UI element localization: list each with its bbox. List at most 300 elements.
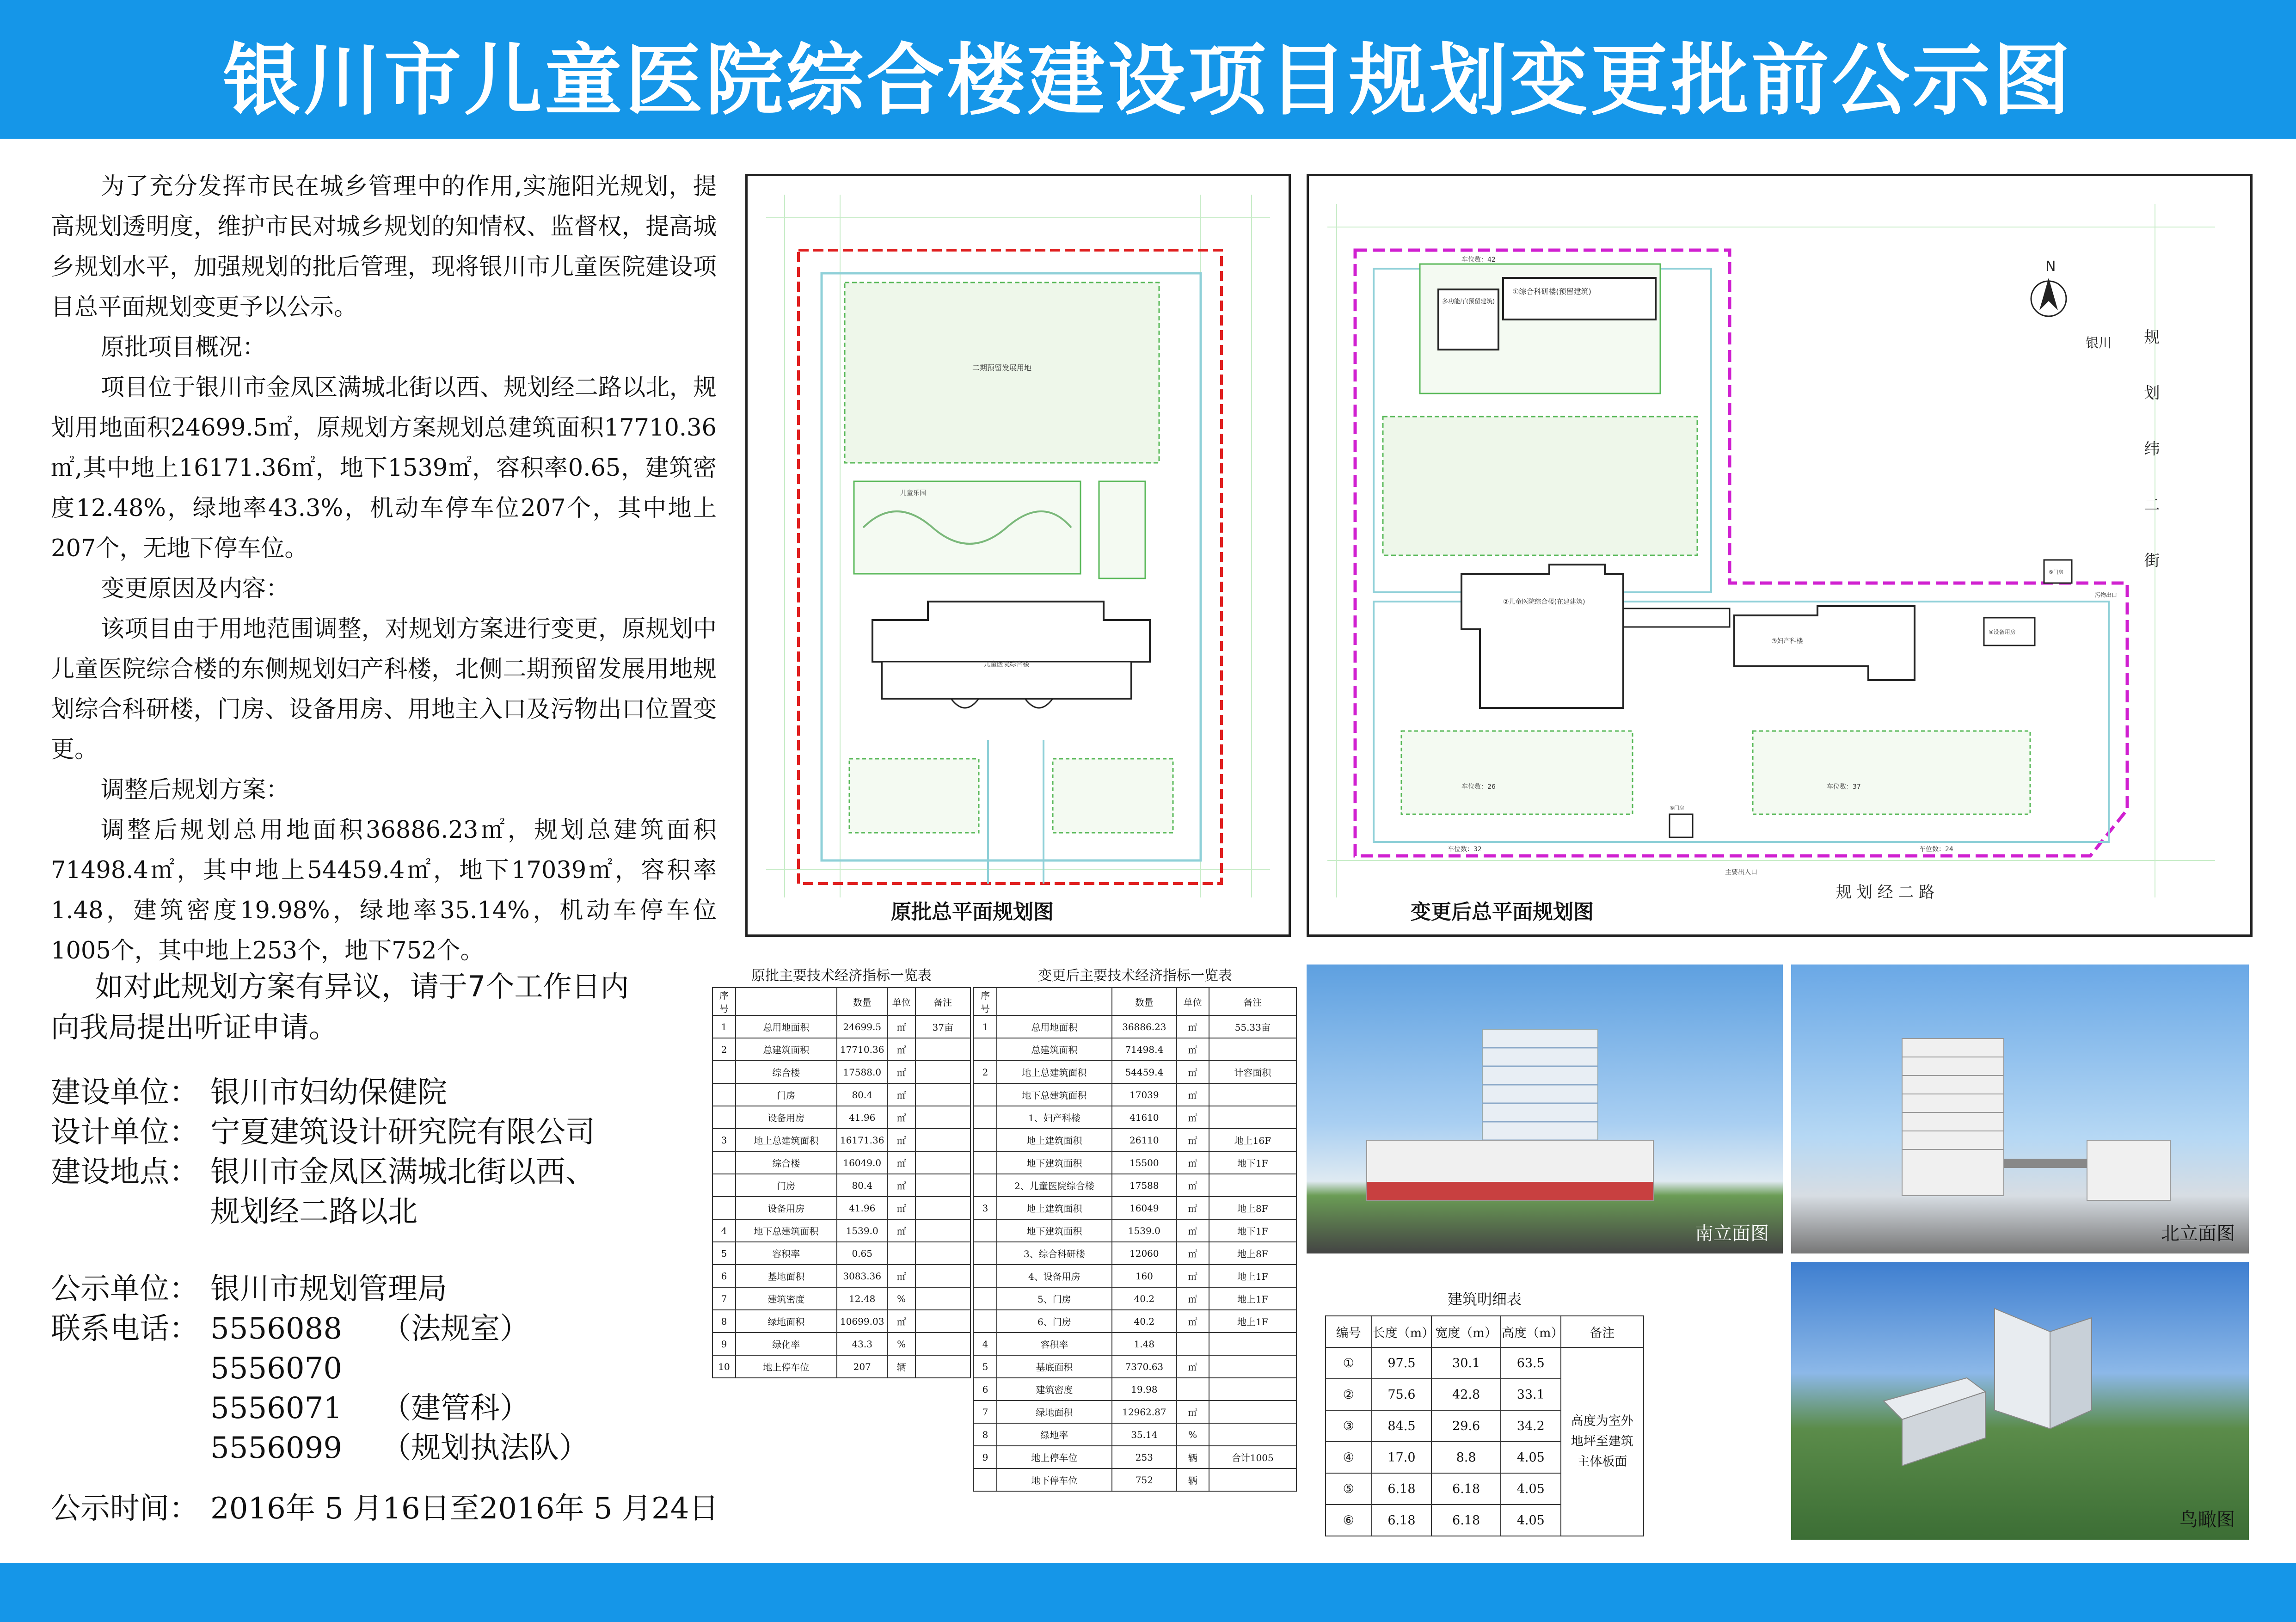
table-cell: 37亩: [915, 1015, 971, 1038]
building-render: [1791, 965, 2249, 1253]
table-cell: 地上1F: [1209, 1265, 1296, 1287]
table-row: [974, 1129, 1296, 1151]
table-cell: 36886.23: [1112, 1015, 1177, 1038]
table-cell: [1209, 1401, 1296, 1423]
table-new-indicators: [973, 987, 1297, 1492]
table-cell: [915, 1219, 971, 1242]
table-cell: ㎡: [1177, 1083, 1209, 1106]
table-cell: ㎡: [888, 1038, 915, 1061]
table-row: [974, 1106, 1296, 1129]
table-cell: 8: [974, 1423, 997, 1446]
table-row: [712, 1061, 970, 1083]
road-south-label: 规 划 经 二 路: [1836, 883, 1935, 902]
table-cell: ㎡: [1177, 1129, 1209, 1151]
original-plan-drawing: [748, 176, 1289, 934]
table-cell: ㎡: [1177, 1242, 1209, 1265]
period-label: 公示时间：: [51, 1492, 199, 1526]
table-cell: 总建筑面积: [736, 1038, 837, 1061]
table-cell: ㎡: [888, 1083, 915, 1106]
plan-label: 车位数：37: [1827, 783, 1861, 791]
table-cell: 6.18: [1372, 1473, 1432, 1505]
table-cell: 2: [974, 1061, 997, 1083]
table-cell: 地下1F: [1209, 1219, 1296, 1242]
table-orig-title: 原批主要技术经济指标一览表: [751, 968, 932, 984]
publisher-value: 银川市规划管理局: [210, 1272, 447, 1306]
table-cell: [1209, 1423, 1296, 1446]
table-cell: 1.48: [1112, 1333, 1177, 1355]
table-cell: [974, 1106, 997, 1129]
table-header-cell: 序号: [712, 988, 736, 1015]
table-cell: 1539.0: [1112, 1219, 1177, 1242]
table-cell: 24699.5: [837, 1015, 888, 1038]
plan-label: 主要出入口: [1725, 869, 1757, 876]
building-render: [1307, 965, 1783, 1253]
table-header-cell: 宽度（m）: [1431, 1316, 1501, 1347]
table-building-title: 建筑明细表: [1447, 1290, 1522, 1308]
table-header-cell: 数量: [1112, 988, 1177, 1015]
table-cell: [712, 1197, 736, 1219]
table-row: [974, 1423, 1296, 1446]
table-cell: 地下总建筑面积: [736, 1219, 837, 1242]
aerial-view-label: 鸟瞰图: [2179, 1509, 2235, 1530]
table-cell: 54459.4: [1112, 1061, 1177, 1083]
table-cell: ㎡: [1177, 1355, 1209, 1378]
table-cell: 16171.36: [837, 1129, 888, 1151]
table-cell: ⑤: [1326, 1473, 1372, 1505]
table-cell: 7: [712, 1287, 736, 1310]
publisher-label: 公示单位：: [51, 1272, 199, 1306]
table-cell: 17588: [1112, 1174, 1177, 1197]
table-cell: 7370.63: [1112, 1355, 1177, 1378]
table-row: [974, 1151, 1296, 1174]
table-cell: 绿地面积: [736, 1310, 837, 1333]
table-cell: [915, 1174, 971, 1197]
table-cell: ㎡: [1177, 1265, 1209, 1287]
designer-value: 宁夏建筑设计研究院有限公司: [210, 1115, 595, 1149]
table-cell: 3、综合科研楼: [997, 1242, 1112, 1265]
table-cell: %: [1177, 1423, 1209, 1446]
table-cell: 40.2: [1112, 1310, 1177, 1333]
table-row: [974, 1242, 1296, 1265]
table-cell: 6.18: [1431, 1505, 1501, 1536]
table-cell: 10699.03: [837, 1310, 888, 1333]
table-cell: [915, 1129, 971, 1151]
table-header-cell: 备注: [1561, 1316, 1644, 1347]
table-cell: [712, 1174, 736, 1197]
table-original-indicators: [712, 987, 971, 1378]
table-cell: 设备用房: [736, 1106, 837, 1129]
table-cell: [1209, 1333, 1296, 1355]
table-cell: ㎡: [1177, 1061, 1209, 1083]
table-cell: [1209, 1355, 1296, 1378]
table-cell: 1、妇产科楼: [997, 1106, 1112, 1129]
table-cell: [712, 1061, 736, 1083]
table-cell: 6: [974, 1378, 997, 1401]
table-cell: 绿化率: [736, 1333, 837, 1355]
table-cell: [974, 1038, 997, 1061]
table-cell: %: [888, 1287, 915, 1310]
table-header-row: [974, 988, 1296, 1015]
table-cell: ㎡: [1177, 1197, 1209, 1219]
table-cell: 地上停车位: [736, 1355, 837, 1378]
table-cell: ㎡: [888, 1106, 915, 1129]
phone-label: 联系电话：: [51, 1312, 199, 1346]
table-row: [712, 1015, 970, 1038]
phone-number: 5556071: [210, 1391, 343, 1425]
table-cell: 0.65: [837, 1242, 888, 1265]
table-cell: 41610: [1112, 1106, 1177, 1129]
table-cell: [915, 1355, 971, 1378]
table-cell: ㎡: [888, 1129, 915, 1151]
table-cell: 4: [974, 1333, 997, 1355]
intro-heading: 变更原因及内容：: [101, 575, 290, 602]
plan-label: 车位数：42: [1461, 256, 1496, 264]
table-cell: 辆: [1177, 1446, 1209, 1468]
table-cell: 地上停车位: [997, 1446, 1112, 1468]
table-cell: 12962.87: [1112, 1401, 1177, 1423]
table-cell: 6、门房: [997, 1310, 1112, 1333]
table-cell: 综合楼: [736, 1151, 837, 1174]
plan-label: ②儿童医院综合楼(在建建筑): [1503, 598, 1585, 606]
table-cell: 6: [712, 1265, 736, 1287]
table-row: [974, 1355, 1296, 1378]
plan-label: 儿童乐园: [900, 490, 926, 497]
table-header-cell: 单位: [1177, 988, 1209, 1015]
table-cell: 75.6: [1372, 1379, 1432, 1410]
table-cell: [974, 1151, 997, 1174]
table-row: [712, 1265, 970, 1287]
plan-label: ①综合科研楼(预留建筑): [1512, 287, 1591, 296]
table-cell: 总建筑面积: [997, 1038, 1112, 1061]
table-header-cell: 备注: [1209, 988, 1296, 1015]
table-cell: [712, 1083, 736, 1106]
plan-label: ③妇产科楼: [1771, 638, 1803, 645]
table-cell: ①: [1326, 1347, 1372, 1379]
table-cell: ㎡: [1177, 1038, 1209, 1061]
table-cell: ㎡: [888, 1174, 915, 1197]
table-cell: 8: [712, 1310, 736, 1333]
plan-label: 车位数：32: [1448, 846, 1482, 853]
table-cell: [1209, 1378, 1296, 1401]
table-cell: 绿地面积: [997, 1401, 1112, 1423]
table-cell: 55.33亩: [1209, 1015, 1296, 1038]
intro-heading: 调整后规划方案：: [101, 776, 290, 804]
changed-site-plan: [1307, 174, 2253, 937]
table-row: [974, 1378, 1296, 1401]
table-cell: [974, 1242, 997, 1265]
table-cell: 地上1F: [1209, 1310, 1296, 1333]
table-cell: [974, 1083, 997, 1106]
table-cell: [1209, 1083, 1296, 1106]
table-cell: [1209, 1468, 1296, 1491]
table-cell: 17588.0: [837, 1061, 888, 1083]
road-east-label: 规 划 纬 二 街: [2141, 329, 2160, 586]
page-title: 银川市儿童医院综合楼建设项目规划变更批前公示图: [223, 35, 2073, 126]
table-header-cell: 序号: [974, 988, 997, 1015]
table-cell: 17710.36: [837, 1038, 888, 1061]
table-header-cell: 数量: [837, 988, 888, 1015]
south-elevation-photo: [1307, 965, 1783, 1253]
notice-line: 向我局提出听证申请。: [51, 1010, 338, 1044]
north-elevation-photo: [1791, 965, 2249, 1253]
table-header-cell: 长度（m）: [1372, 1316, 1432, 1347]
city-label: 银川: [2086, 335, 2112, 350]
table-cell: ④: [1326, 1442, 1372, 1473]
table-cell: ㎡: [1177, 1401, 1209, 1423]
table-cell: 9: [974, 1446, 997, 1468]
table-cell: 综合楼: [736, 1061, 837, 1083]
table-cell: ㎡: [888, 1265, 915, 1287]
table-cell: 40.2: [1112, 1287, 1177, 1310]
table-cell: 10: [712, 1355, 736, 1378]
table-cell: 253: [1112, 1446, 1177, 1468]
table-cell: 地下停车位: [997, 1468, 1112, 1491]
table-cell: 合计1005: [1209, 1446, 1296, 1468]
phone-number: 5556088: [210, 1312, 343, 1346]
table-row: [974, 1219, 1296, 1242]
table-cell: 4.05: [1501, 1442, 1561, 1473]
table-cell: 地下总建筑面积: [997, 1083, 1112, 1106]
table-cell: 17039: [1112, 1083, 1177, 1106]
table-cell: 63.5: [1501, 1347, 1561, 1379]
table-cell: 地上1F: [1209, 1287, 1296, 1310]
table-cell: 7: [974, 1401, 997, 1423]
table-header-cell: 高度（m）: [1501, 1316, 1561, 1347]
north-label: N: [2045, 258, 2056, 275]
plan-label: 多功能厅(预留建筑): [1442, 298, 1495, 305]
table-row: [974, 1038, 1296, 1061]
plan-label: 污物出口: [2095, 592, 2118, 598]
table-cell: [915, 1197, 971, 1219]
table-cell: 30.1: [1431, 1347, 1501, 1379]
table-row: [712, 1242, 970, 1265]
table-cell: ③: [1326, 1410, 1372, 1442]
table-cell: [915, 1333, 971, 1355]
table-cell: ㎡: [888, 1015, 915, 1038]
table-cell: 地上建筑面积: [997, 1129, 1112, 1151]
table-cell: 41.96: [837, 1197, 888, 1219]
table-cell: ㎡: [1177, 1219, 1209, 1242]
plan-label: ⑥门房: [1670, 805, 1684, 811]
table-cell: 2、儿童医院综合楼: [997, 1174, 1112, 1197]
table-cell: 地上总建筑面积: [736, 1129, 837, 1151]
table-cell: 84.5: [1372, 1410, 1432, 1442]
table-header-row: [1326, 1316, 1644, 1347]
table-cell: [915, 1151, 971, 1174]
table-cell: ㎡: [888, 1197, 915, 1219]
table-cell: [974, 1265, 997, 1287]
table-cell: [1177, 1333, 1209, 1355]
table-cell: 16049: [1112, 1197, 1177, 1219]
changed-plan-caption: 变更后总平面规划图: [1411, 900, 1594, 924]
table-row: [712, 1174, 970, 1197]
table-row: [974, 1174, 1296, 1197]
table-cell: ㎡: [1177, 1151, 1209, 1174]
table-cell: 6.18: [1431, 1473, 1501, 1505]
table-cell: [974, 1310, 997, 1333]
intro-paragraph: 该项目由于用地范围调整，对规划方案进行变更，原规划中儿童医院综合楼的东侧规划妇产科楼，北侧二期预留发展用地规划综合科研楼，门房、设备用房、用地主入口及污物出口位置变更。: [51, 615, 717, 763]
changed-plan-drawing: [1309, 176, 2250, 934]
table-cell: 1539.0: [837, 1219, 888, 1242]
table-row: [712, 1355, 970, 1378]
table-cell: 辆: [888, 1355, 915, 1378]
table-header-cell: 单位: [888, 988, 915, 1015]
period-value: 2016年 5 月16日至2016年 5 月24日: [210, 1492, 719, 1526]
table-cell: 容积率: [736, 1242, 837, 1265]
table-cell: 5、门房: [997, 1287, 1112, 1310]
table-cell: [974, 1174, 997, 1197]
designer-label: 设计单位：: [51, 1115, 199, 1149]
table-cell: 地下1F: [1209, 1151, 1296, 1174]
table-row: [1326, 1347, 1644, 1379]
table-cell: 地上8F: [1209, 1242, 1296, 1265]
table-cell: 80.4: [837, 1083, 888, 1106]
table-cell: 97.5: [1372, 1347, 1432, 1379]
table-row: [974, 1468, 1296, 1491]
table-row: [974, 1015, 1296, 1038]
table-cell: 总用地面积: [736, 1015, 837, 1038]
plan-label: ⑤门房: [2049, 569, 2063, 575]
table-row: [974, 1083, 1296, 1106]
aerial-view-photo: [1791, 1262, 2249, 1540]
table-row: [712, 1038, 970, 1061]
table-header-row: [712, 988, 970, 1015]
table-cell: ㎡: [888, 1151, 915, 1174]
original-site-plan: [745, 174, 1291, 937]
table-cell: 3: [974, 1197, 997, 1219]
table-row: [974, 1287, 1296, 1310]
table-cell: 4.05: [1501, 1505, 1561, 1536]
header-banner: [0, 0, 2296, 139]
table-new-title: 变更后主要技术经济指标一览表: [1038, 968, 1232, 984]
builder-value: 银川市妇幼保健院: [210, 1075, 447, 1110]
table-cell: [974, 1129, 997, 1151]
table-cell: 地上8F: [1209, 1197, 1296, 1219]
table-cell: 辆: [1177, 1468, 1209, 1491]
table-cell: 80.4: [837, 1174, 888, 1197]
plan-label: 二期预留发展用地: [972, 363, 1032, 372]
location-value: 银川市金凤区满城北街以西、: [210, 1155, 595, 1189]
table-cell: 19.98: [1112, 1378, 1177, 1401]
table-cell: 地下建筑面积: [997, 1219, 1112, 1242]
table-cell: [1177, 1378, 1209, 1401]
table-cell: ⑥: [1326, 1505, 1372, 1536]
table-cell: [915, 1242, 971, 1265]
table-cell: 门房: [736, 1174, 837, 1197]
building-render: [1791, 1262, 2249, 1540]
table-row: [712, 1106, 970, 1129]
table-row: [712, 1287, 970, 1310]
table-cell: 5: [712, 1242, 736, 1265]
table-cell: ㎡: [1177, 1015, 1209, 1038]
table-cell: [974, 1219, 997, 1242]
table-cell: 15500: [1112, 1151, 1177, 1174]
location-value-2: 规划经二路以北: [210, 1195, 417, 1229]
phone-dept: （规划执法队）: [381, 1431, 589, 1465]
table-cell: 总用地面积: [997, 1015, 1112, 1038]
original-plan-caption: 原批总平面规划图: [891, 900, 1054, 924]
table-cell: [915, 1038, 971, 1061]
table-cell: 基底面积: [997, 1355, 1112, 1378]
table-cell: 752: [1112, 1468, 1177, 1491]
table-cell: 5: [974, 1355, 997, 1378]
table-cell: 8.8: [1431, 1442, 1501, 1473]
table-cell: 35.14: [1112, 1423, 1177, 1446]
table-row: [974, 1197, 1296, 1219]
table-cell: [974, 1287, 997, 1310]
footer-banner: [0, 1563, 2296, 1622]
table-cell: ㎡: [888, 1061, 915, 1083]
table-header-cell: 编号: [1326, 1316, 1372, 1347]
table-cell: 34.2: [1501, 1410, 1561, 1442]
phone-number: 5556099: [210, 1431, 343, 1465]
table-cell: ㎡: [1177, 1174, 1209, 1197]
table-cell: 160: [1112, 1265, 1177, 1287]
table-cell: 33.1: [1501, 1379, 1561, 1410]
table-cell: 26110: [1112, 1129, 1177, 1151]
table-row: [712, 1219, 970, 1242]
table-row: [974, 1446, 1296, 1468]
table-cell: 4.05: [1501, 1473, 1561, 1505]
table-note-cell: 高度为室外地坪至建筑主体板面: [1561, 1347, 1644, 1536]
table-header-cell: 备注: [915, 988, 971, 1015]
intro-paragraph: 为了充分发挥市民在城乡管理中的作用,实施阳光规划，提高规划透明度，维护市民对城乡规划的知情权、监督权，提高城乡规划水平，加强规划的批后管理，现将银川市儿童医院建设项目总平面规划变更予以公示。: [51, 173, 717, 321]
intro-heading: 原批项目概况：: [101, 334, 266, 361]
table-cell: 12060: [1112, 1242, 1177, 1265]
table-cell: 1: [974, 1015, 997, 1038]
table-cell: 计容面积: [1209, 1061, 1296, 1083]
intro-text: [51, 166, 717, 971]
table-cell: 4、设备用房: [997, 1265, 1112, 1287]
phone-dept: （法规室）: [381, 1312, 529, 1346]
table-cell: 地上16F: [1209, 1129, 1296, 1151]
objection-notice: [51, 966, 712, 1048]
table-cell: 4: [712, 1219, 736, 1242]
plan-label: 儿童医院综合楼: [984, 661, 1029, 668]
table-cell: 41.96: [837, 1106, 888, 1129]
table-cell: [1209, 1106, 1296, 1129]
table-cell: [712, 1106, 736, 1129]
plan-label: ④设备用房: [1989, 629, 2016, 635]
table-cell: 9: [712, 1333, 736, 1355]
table-cell: [1209, 1174, 1296, 1197]
location-label: 建设地点：: [51, 1155, 199, 1189]
table-cell: 建筑密度: [997, 1378, 1112, 1401]
table-cell: 基地面积: [736, 1265, 837, 1287]
phone-dept: （建管科）: [381, 1391, 529, 1425]
table-cell: 3: [712, 1129, 736, 1151]
table-cell: [915, 1106, 971, 1129]
south-elevation-label: 南立面图: [1695, 1223, 1769, 1244]
table-cell: 29.6: [1431, 1410, 1501, 1442]
intro-paragraph: 项目位于银川市金凤区满城北街以西、规划经二路以北，规划用地面积24699.5㎡，原规划方案规划总建筑面积17710.36㎡,其中地上16171.36㎡，地下1539㎡，容积率0.65，建筑密度12.48%，绿地率43.3%，机动车停车位207个，其中地上207个，无地下停车位。: [51, 374, 717, 562]
contact-info: [51, 1269, 718, 1529]
table-row: [712, 1129, 970, 1151]
table-cell: 12.48: [837, 1287, 888, 1310]
table-cell: 71498.4: [1112, 1038, 1177, 1061]
table-cell: [915, 1061, 971, 1083]
table-cell: [974, 1468, 997, 1491]
table-row: [974, 1310, 1296, 1333]
table-cell: [712, 1151, 736, 1174]
table-cell: 16049.0: [837, 1151, 888, 1174]
table-cell: 207: [837, 1355, 888, 1378]
table-cell: 地上建筑面积: [997, 1197, 1112, 1219]
table-cell: ②: [1326, 1379, 1372, 1410]
table-header-cell: [997, 988, 1112, 1015]
table-cell: [915, 1287, 971, 1310]
table-cell: 43.3: [837, 1333, 888, 1355]
